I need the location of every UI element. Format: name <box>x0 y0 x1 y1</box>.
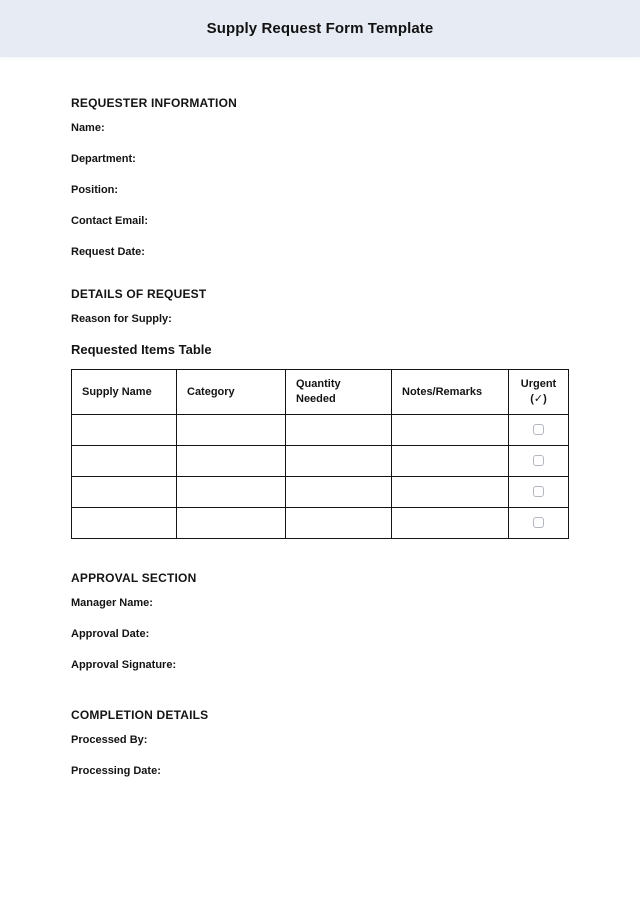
items-table-body <box>72 415 569 539</box>
field-processing-date: Processing Date: <box>71 765 161 777</box>
table-header-row <box>72 370 569 415</box>
item-cell <box>392 477 509 508</box>
item-cell <box>72 477 177 508</box>
item-cell <box>177 446 286 477</box>
field-department: Department: <box>71 153 136 165</box>
field-contact-email: Contact Email: <box>71 215 149 227</box>
urgent-checkbox[interactable] <box>533 486 544 497</box>
item-cell <box>392 446 509 477</box>
urgent-checkbox[interactable] <box>533 424 544 435</box>
field-manager-name: Manager Name: <box>71 597 153 609</box>
col-notes-remarks: Notes/Remarks <box>392 370 509 415</box>
item-cell <box>286 508 392 539</box>
item-cell <box>72 415 177 446</box>
item-cell <box>177 477 286 508</box>
urgent-cell <box>509 477 569 508</box>
field-request-date: Request Date: <box>71 246 145 258</box>
item-cell <box>286 446 392 477</box>
field-reason-for-supply: Reason for Supply: <box>71 313 172 325</box>
section-approval <box>71 572 569 671</box>
item-cell <box>72 508 177 539</box>
col-urgent <box>509 370 569 415</box>
item-cell <box>177 508 286 539</box>
col-category: Category <box>177 370 286 415</box>
completion-heading: COMPLETION DETAILS <box>71 708 209 722</box>
urgent-checkbox[interactable] <box>533 455 544 466</box>
field-name: Name: <box>71 122 105 134</box>
field-processed-by: Processed By: <box>71 734 148 746</box>
item-cell <box>392 508 509 539</box>
urgent-cell <box>509 446 569 477</box>
item-cell <box>392 415 509 446</box>
item-cell <box>286 477 392 508</box>
form-title-bar <box>0 0 640 57</box>
table-row <box>72 477 569 508</box>
field-approval-signature: Approval Signature: <box>71 659 177 671</box>
urgent-cell <box>509 508 569 539</box>
page-title: Supply Request Form Template <box>206 20 434 37</box>
item-cell <box>177 415 286 446</box>
table-row <box>72 446 569 477</box>
section-details-of-request <box>71 288 569 539</box>
col-supply-name: Supply Name <box>72 370 177 415</box>
urgent-cell <box>509 415 569 446</box>
item-cell <box>72 446 177 477</box>
col-quantity-needed: Quantity Needed <box>286 370 392 415</box>
form-body <box>0 57 640 837</box>
urgent-checkbox[interactable] <box>533 517 544 528</box>
section-requester-information <box>71 97 569 258</box>
details-heading: DETAILS OF REQUEST <box>71 287 207 301</box>
field-approval-date: Approval Date: <box>71 628 150 640</box>
col-urgent-checkmark: (✓) <box>530 393 547 405</box>
requested-items-table <box>71 369 569 539</box>
table-row <box>72 415 569 446</box>
field-position: Position: <box>71 184 119 196</box>
table-row <box>72 508 569 539</box>
items-table-title: Requested Items Table <box>71 342 212 357</box>
requester-heading: REQUESTER INFORMATION <box>71 96 237 110</box>
section-completion-details <box>71 709 569 777</box>
col-urgent-label: Urgent <box>520 378 557 391</box>
approval-heading: APPROVAL SECTION <box>71 571 197 585</box>
item-cell <box>286 415 392 446</box>
